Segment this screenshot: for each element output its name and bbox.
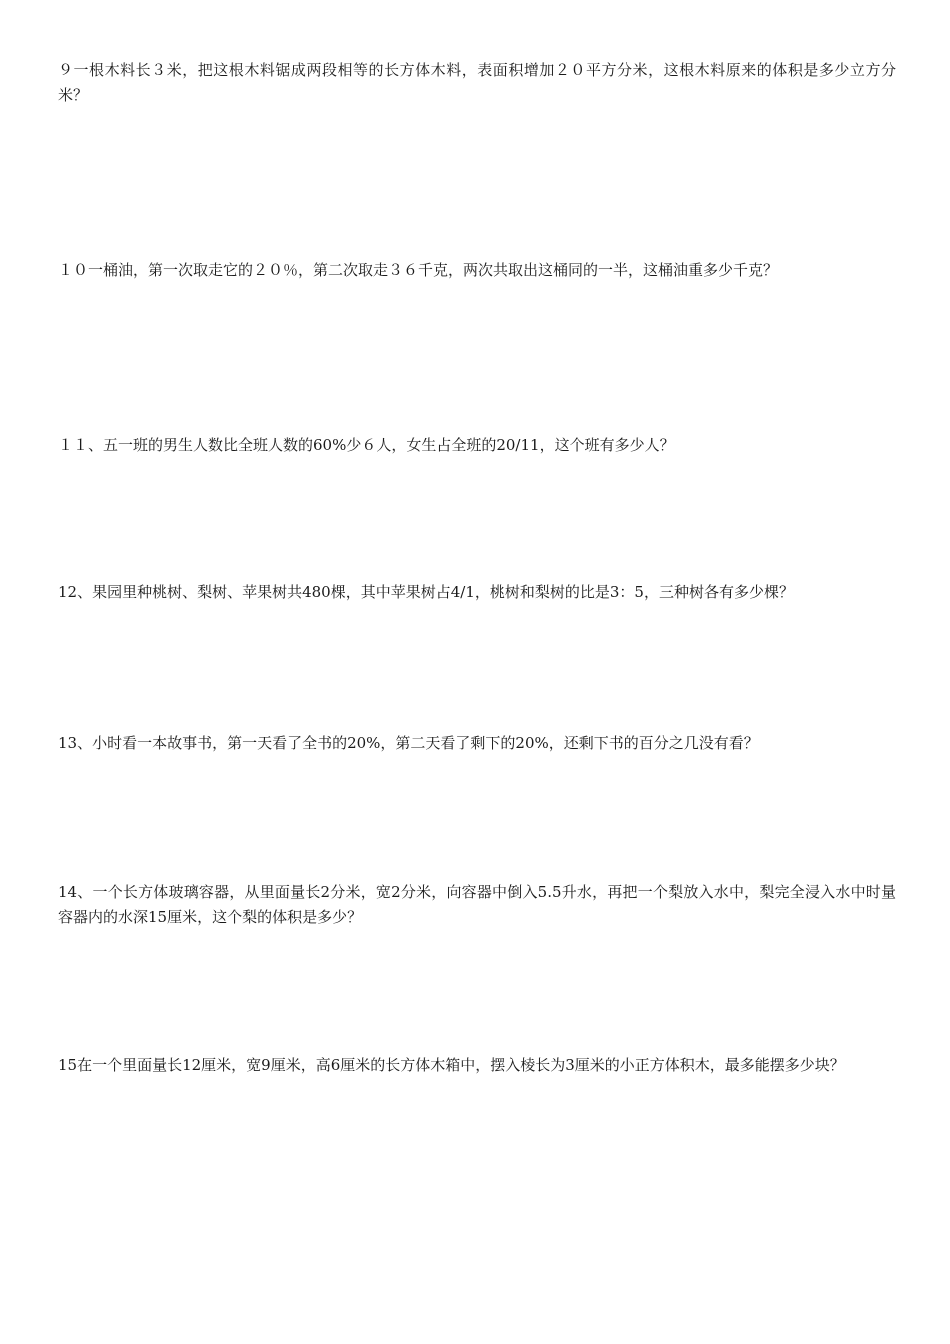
problem-10: １０一桶油，第一次取走它的２０％，第二次取走３６千克，两次共取出这桶同的一半，这桶油重多少千克？ bbox=[58, 261, 779, 279]
problem-9: ９一根木料长３米，把这根木料锯成两段相等的长方体木料，表面积增加２０平方分米，这根木料原来的体积是多少立方分米？ bbox=[58, 61, 896, 104]
problem-14: 14、一个长方体玻璃容器，从里面量长2分米，宽2分米，向容器中倒入5.5升水，再把一个梨放入水中，梨完全浸入水中时量容器内的水深15厘米，这个梨的体积是多少？ bbox=[58, 883, 896, 926]
problem-15: 15在一个里面量长12厘米，宽9厘米，高6厘米的长方体木箱中，摆入棱长为3厘米的小正方体积木，最多能摆多少块？ bbox=[58, 1056, 845, 1074]
problem-12: 12、果园里种桃树、梨树、苹果树共480棵，其中苹果树占4/1，桃树和梨树的比是3：5，三种树各有多少棵？ bbox=[58, 583, 794, 601]
problem-13: 13、小时看一本故事书，第一天看了全书的20%，第二天看了剩下的20%，还剩下书的百分之几没有看？ bbox=[58, 734, 759, 752]
problem-11: １１、五一班的男生人数比全班人数的60%少６人，女生占全班的20/11，这个班有多少人？ bbox=[58, 436, 675, 454]
